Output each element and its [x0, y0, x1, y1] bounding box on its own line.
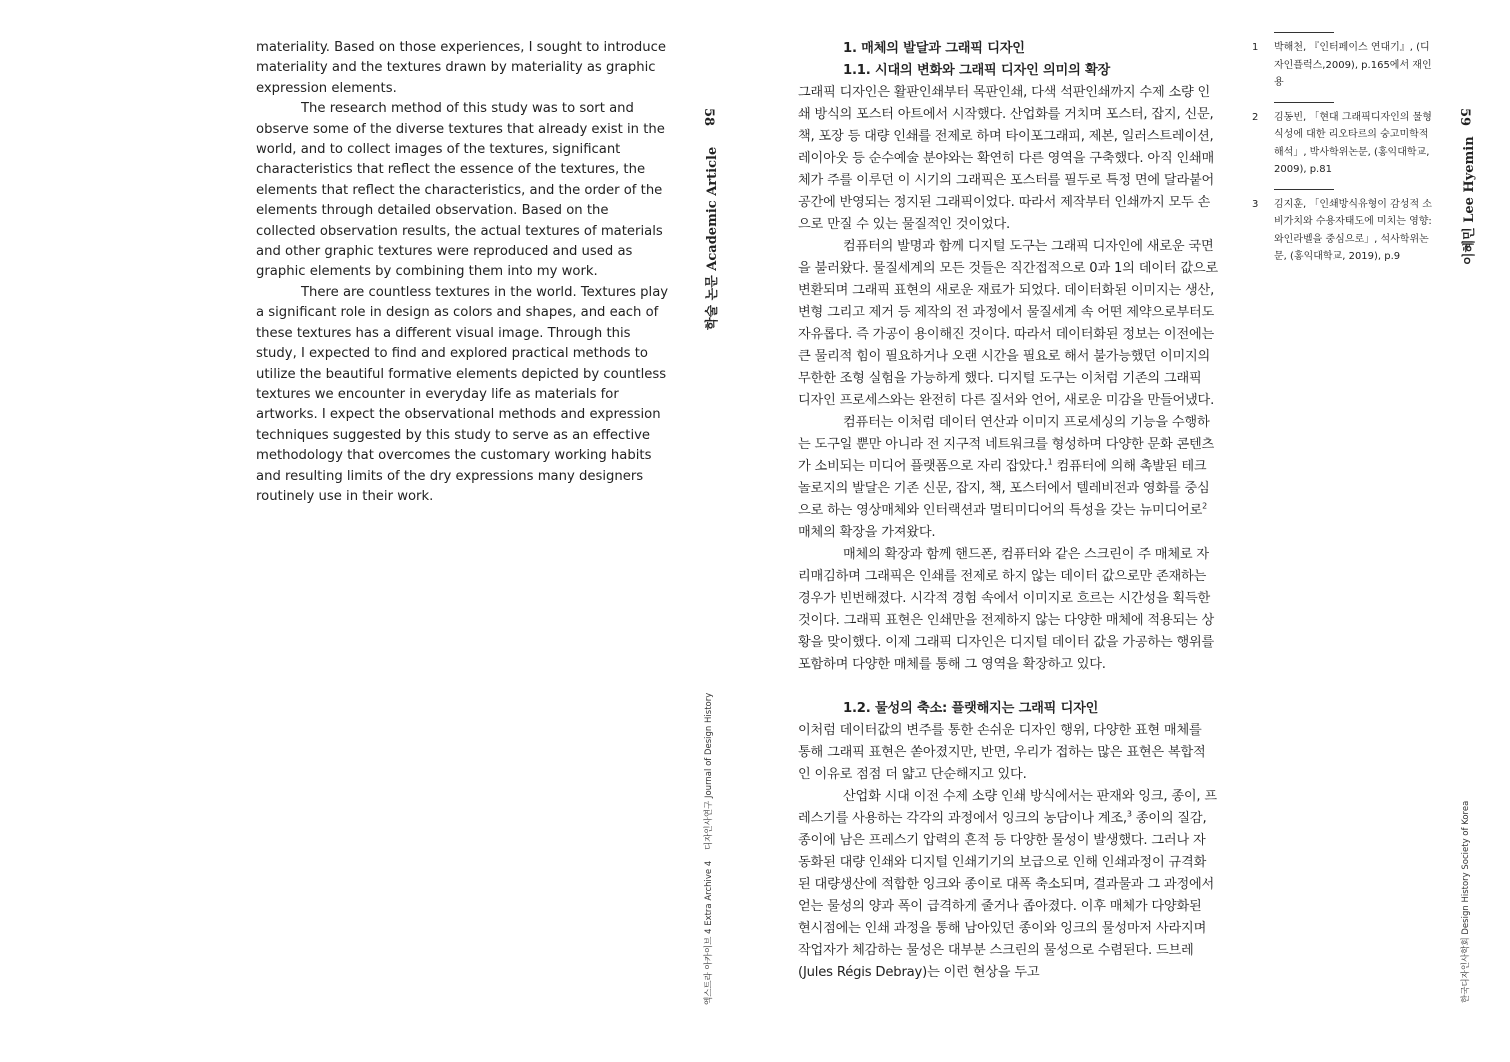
footnote-text: 김지훈, 「인쇄방식유형이 감성적 소비가치와 수용자태도에 미치는 영향: 와인라벨을 중심으로」, 석사학위논문, (홍익대학교, 2019), p.9 [1274, 198, 1432, 262]
paragraph: There are countless textures in the world. Textures play a significant role in design as colors and shapes, and each of these textures has a different visual image. Through this study, I expected to find and explored practical methods to utilize the beautiful formative elements depicted by countless textures we encounter in everyday life as materials for artworks. I expect the observational methods and expression techniques suggested by this study to serve as an effective methodology that overcomes the customary working habits and resulting limits of the dry expressions many designers routinely use in their work. [256, 284, 669, 504]
footnote-ref[interactable]: 3 [1126, 809, 1132, 819]
section-label: 학술 논문 Academic Article [705, 146, 720, 330]
paragraph-text: 종이의 질감, 종이에 남은 프레스기 압력의 흔적 등 다양한 물성이 발생했다. 그러나 자동화된 대량 인쇄와 디지털 인쇄기기의 보급으로 인해 인쇄과정이 규격화된 대량생산에 적합한 잉크와 종이로 대폭 축소되며, 결과물과 그 과정에서 얻는 물성의 양과 폭이 급격하게 줄거나 좁아졌다. 이후 매체가 다양화된 현시점에는 인쇄 과정을 통해 남아있던 종이와 잉크의 물성마저 사라지며 작업자가 체감하는 물성은 대부분 스크린의 물성으로 수렴된다. 드브레(Jules Régis Debray)는 이런 현상을 두고 [798, 811, 1215, 980]
society-label: 한국디자인사학회 Design History Society of Korea [1461, 800, 1471, 1003]
page-number-right: 59 [1457, 108, 1472, 127]
section-heading: 1. 매체의 발달과 그래픽 디자인 [843, 41, 1025, 56]
paragraph: 컴퓨터의 발명과 함께 디지털 도구는 그래픽 디자인에 새로운 국면을 불러왔다. 물질세계의 모든 것들은 직간접적으로 0과 1의 데이터 값으로 변환되며 그래픽 표현의 새로운 재료가 되었다. 데이터화된 이미지는 생산, 변형 그리고 제거 등 제작의 전 과정에서 물질세계 속 어떤 제약으로부터도 자유롭다. 즉 가공이 용이해진 것이다. 따라서 데이터화된 정보는 이전에는 큰 물리적 힘이 필요하거나 오랜 시간을 필요로 해서 불가능했던 이미지의 무한한 조형 실험을 가능하게 했다. 디지털 도구는 이처럼 기존의 그래픽 디자인 프로세스와는 완전히 다른 질서와 언어, 새로운 미감을 만들어냈다. [798, 239, 1218, 408]
paragraph: The research method of this study was to sort and observe some of the diverse textures that already exist in the world, and to collect images of the textures, significant characteristics that reflect the essence of the textures, the elements that reflect the characteristics, and the order of the elements through detailed observation. Based on the collected observation results, the actual textures of materials and other graphic textures were reproduced and used as graphic elements by combining them into my work. [256, 101, 665, 280]
footnote-number: 3 [1252, 198, 1259, 210]
footnote-text: 김동빈, 「현대 그래픽디자인의 물형식성에 대한 리오타르의 숭고미학적 해석」, 박사학위논문, (홍익대학교, 2009), p.81 [1274, 111, 1432, 175]
paragraph-text: 매체의 확장을 가져왔다. [798, 525, 936, 540]
footnote-rule [1274, 32, 1334, 33]
archive-label: 엑스트라 아카이브 4 Extra Archive 4 [704, 860, 714, 1005]
left-page-body [256, 38, 671, 507]
footnote-ref[interactable]: 2 [1202, 501, 1208, 511]
footnote [1252, 189, 1437, 266]
paragraph: 매체의 확장과 함께 핸드폰, 컴퓨터와 같은 스크린이 주 매체로 자리매김하며 그래픽은 인쇄를 전제로 하지 않는 데이터 값으로만 존재하는 경우가 빈번해졌다. 시각적 경험 속에서 이미지로 흐르는 시간성을 획득한 것이다. 그래픽 표현은 인쇄만을 전제하지 않는 다양한 매체에 적용되는 상황을 맞이했다. 이제 그래픽 디자인은 디지털 데이터 값을 가공하는 행위를 포함하며 다양한 매체를 통해 그 영역을 확장하고 있다. [798, 547, 1215, 672]
paragraph [798, 412, 1218, 544]
paragraph-text: 컴퓨터에 의해 촉발된 테크놀로지의 발달은 기존 신문, 잡지, 책, 포스터에서 텔레비전과 영화를 중심으로 하는 영상매체와 인터랙션과 멀티미디어의 특성을 갖는 뉴미디어로 [798, 459, 1210, 518]
footnote [1252, 102, 1437, 179]
footnote-rule [1274, 102, 1334, 103]
paragraph-text: 컴퓨터는 이처럼 데이터 연산과 이미지 프로세싱의 기능을 수행하는 도구일 뿐만 아니라 전 지구적 네트워크를 형성하며 다양한 문화 콘텐츠가 소비되는 미디어 플랫폼으로 자리 잡았다. [798, 415, 1215, 474]
paragraph: 그래픽 디자인은 활판인쇄부터 목판인쇄, 다색 석판인쇄까지 수제 소량 인쇄 방식의 포스터 아트에서 시작했다. 산업화를 거치며 포스터, 잡지, 신문, 책, 포장 등 대량 인쇄를 전제로 하며 타이포그래피, 제본, 일러스트레이션, 레이아웃 등 순수예술 분야와는 확연히 다른 영역을 구축했다. 아직 인쇄매체가 주를 이루던 이 시기의 그래픽은 포스터를 필두로 특정 면에 달라붙어 공간에 반영되는 정지된 그래픽이었다. 따라서 제작부터 인쇄까지 모두 손으로 만질 수 있는 물질적인 것이었다. [798, 85, 1215, 232]
author-label: 이혜민 Lee Hyemin [1462, 136, 1477, 265]
page-number-left: 58 [701, 108, 716, 127]
subsection-heading: 1.2. 물성의 축소: 플랫해지는 그래픽 디자인 [843, 701, 1099, 716]
spacer [798, 676, 1218, 698]
right-page-body [798, 38, 1218, 984]
paragraph: materiality. Based on those experiences, I sought to introduce materiality and the textures drawn by materiality as graphic expression elements. [256, 40, 666, 96]
paragraph: 이처럼 데이터값의 변주를 통한 손쉬운 디자인 행위, 다양한 표현 매체를 통해 그래픽 표현은 쏟아졌지만, 반면, 우리가 접하는 많은 표현은 복합적인 이유로 점점 더 얇고 단순해지고 있다. [798, 723, 1206, 782]
footnote-number: 2 [1252, 111, 1259, 123]
footnotes [1252, 32, 1437, 276]
paragraph-text: 산업화 시대 이전 수제 소량 인쇄 방식에서는 판재와 잉크, 종이, 프레스기를 사용하는 각각의 과정에서 잉크의 농담이나 계조, [798, 789, 1217, 826]
subsection-heading: 1.1. 시대의 변화와 그래픽 디자인 의미의 확장 [843, 63, 1111, 78]
footnote [1252, 32, 1437, 92]
paragraph [798, 786, 1218, 984]
footnote-number: 1 [1252, 42, 1259, 53]
footnote-ref[interactable]: 1 [1047, 457, 1053, 467]
footnote-rule [1274, 189, 1334, 190]
journal-label: 디자인사연구 Journal of Design History [704, 692, 714, 850]
footnote-text: 박해천, 『인터페이스 연대기』, (디자인플럭스,2009), p.165에서 재인용 [1274, 42, 1432, 88]
